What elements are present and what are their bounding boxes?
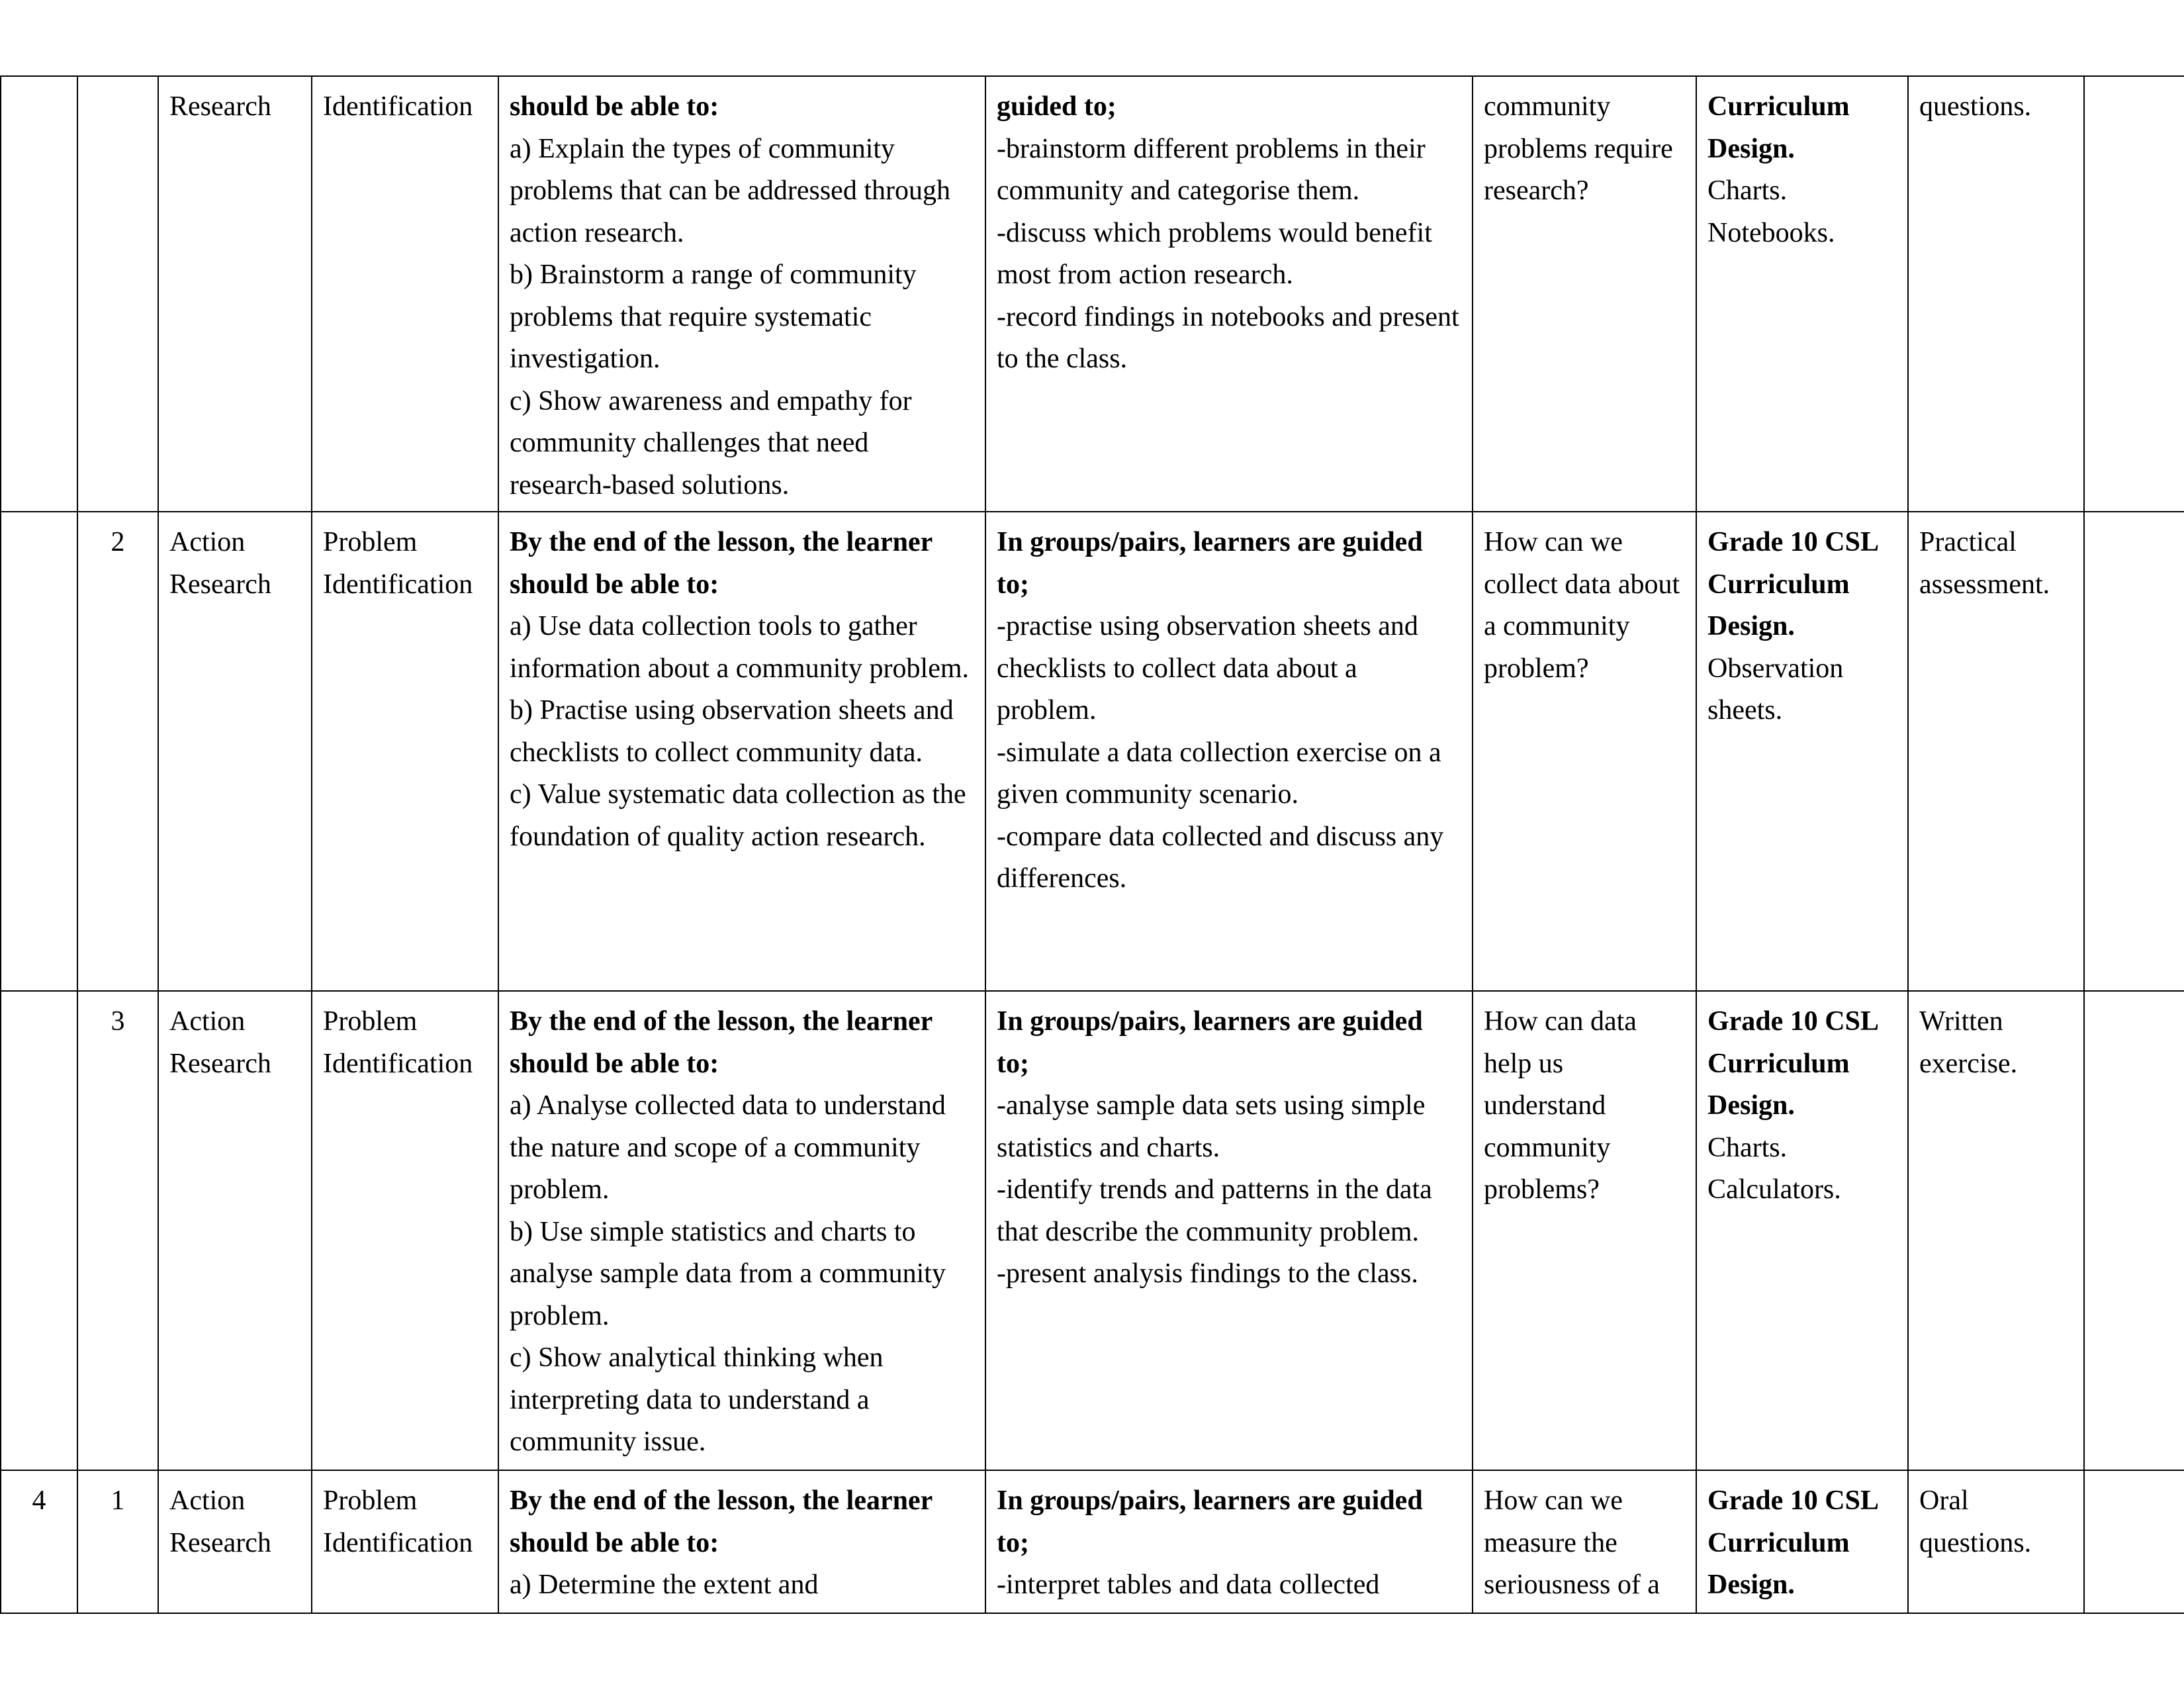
experiences-intro: guided to; (997, 91, 1116, 122)
experience-item: -discuss which problems would benefit most from action research. (997, 217, 1432, 290)
experiences-intro: In groups/pairs, learners are guided to; (997, 527, 1423, 600)
assessment-cell: Practical assessment. (1908, 512, 2084, 991)
experience-item: -brainstorm different problems in their community and categorise them. (997, 133, 1426, 206)
sub-strand-cell: Problem Identification (312, 991, 498, 1470)
resources-cell (1696, 76, 1908, 512)
sub-strand-cell: Problem Identification (312, 1470, 498, 1613)
strand-cell: Action Research (158, 991, 312, 1470)
resources-cell (1696, 512, 1908, 991)
experience-item: -identify trends and patterns in the data that describe the community problem. (997, 1174, 1432, 1247)
learning-outcomes-cell (498, 512, 985, 991)
table-row (1, 991, 2184, 1470)
lesson-cell: 2 (77, 512, 158, 991)
outcomes-intro: By the end of the lesson, the learner should be able to: (510, 1006, 933, 1079)
outcome-item: a) Analyse collected data to understand the nature and scope of a community problem. (510, 1090, 946, 1205)
table-row (1, 1470, 2184, 1613)
strand-cell: Action Research (158, 512, 312, 991)
experiences-intro: In groups/pairs, learners are guided to; (997, 1006, 1423, 1079)
resources-main: Curriculum Design. (1707, 91, 1850, 164)
week-cell: 4 (1, 1470, 77, 1613)
learning-outcomes-cell (498, 76, 985, 512)
reflection-cell (2084, 991, 2184, 1470)
experience-item: -present analysis findings to the class. (997, 1258, 1418, 1289)
reflection-cell (2084, 1470, 2184, 1613)
reflection-cell (2084, 76, 2184, 512)
outcome-item: a) Explain the types of community problems that can be addressed through action research. (510, 133, 950, 248)
learning-experiences-cell (985, 512, 1473, 991)
table-row (1, 512, 2184, 991)
resources-cell (1696, 1470, 1908, 1613)
learning-experiences-cell (985, 991, 1473, 1470)
strand-cell: Research (158, 76, 312, 512)
resource-item: Charts. (1707, 175, 1788, 206)
outcome-item: c) Show awareness and empathy for community challenges that need research-based solutions. (510, 385, 912, 500)
key-inquiry-cell: How can we measure the seriousness of a (1473, 1470, 1696, 1613)
outcome-item: c) Value systematic data collection as the foundation of quality action research. (510, 779, 966, 852)
outcome-item: a) Use data collection tools to gather information about a community problem. (510, 611, 970, 684)
lesson-cell: 1 (77, 1470, 158, 1613)
outcomes-intro: By the end of the lesson, the learner should be able to: (510, 1485, 933, 1558)
experience-item: -record findings in notebooks and present to the class. (997, 301, 1459, 374)
experiences-intro: In groups/pairs, learners are guided to; (997, 1485, 1423, 1558)
scheme-of-work-table (0, 75, 2184, 1614)
learning-outcomes-cell (498, 1470, 985, 1613)
outcomes-intro: By the end of the lesson, the learner should be able to: (510, 527, 933, 600)
table-row (1, 76, 2184, 512)
resources-main: Grade 10 CSL Curriculum Design. (1707, 527, 1878, 641)
assessment-cell: Oral questions. (1908, 1470, 2084, 1613)
resources-main: Grade 10 CSL Curriculum Design. (1707, 1485, 1878, 1600)
week-cell (1, 76, 77, 512)
resources-cell (1696, 991, 1908, 1470)
resource-item: Observation sheets. (1707, 653, 1844, 726)
strand-cell: Action Research (158, 1470, 312, 1613)
experience-item: -compare data collected and discuss any differences. (997, 821, 1444, 894)
key-inquiry-cell: How can we collect data about a community problem? (1473, 512, 1696, 991)
outcome-item: b) Practise using observation sheets and checklists to collect community data. (510, 695, 954, 768)
learning-experiences-cell (985, 1470, 1473, 1613)
outcome-item: a) Determine the extent and (510, 1570, 819, 1600)
week-cell (1, 512, 77, 991)
resource-item: Calculators. (1707, 1174, 1841, 1205)
experience-item: -practise using observation sheets and checklists to collect data about a problem. (997, 611, 1418, 726)
resources-main: Grade 10 CSL Curriculum Design. (1707, 1006, 1878, 1121)
experience-item: -interpret tables and data collected (997, 1570, 1380, 1600)
outcomes-intro: should be able to: (510, 91, 719, 122)
learning-outcomes-cell (498, 991, 985, 1470)
week-cell (1, 991, 77, 1470)
learning-experiences-cell (985, 76, 1473, 512)
outcome-item: b) Brainstorm a range of community problems that require systematic investigation. (510, 259, 917, 374)
key-inquiry-cell: community problems require research? (1473, 76, 1696, 512)
outcome-item: c) Show analytical thinking when interpreting data to understand a community issue. (510, 1342, 884, 1457)
key-inquiry-cell: How can data help us understand community problems? (1473, 991, 1696, 1470)
experience-item: -analyse sample data sets using simple statistics and charts. (997, 1090, 1426, 1163)
reflection-cell (2084, 512, 2184, 991)
sub-strand-cell: Identification (312, 76, 498, 512)
lesson-cell (77, 76, 158, 512)
assessment-cell: Written exercise. (1908, 991, 2084, 1470)
resource-item: Charts. (1707, 1132, 1788, 1163)
outcome-item: b) Use simple statistics and charts to analyse sample data from a community problem. (510, 1216, 946, 1331)
assessment-cell: questions. (1908, 76, 2084, 512)
resource-item: Notebooks. (1707, 217, 1835, 248)
experience-item: -simulate a data collection exercise on a given community scenario. (997, 737, 1441, 810)
lesson-cell: 3 (77, 991, 158, 1470)
sub-strand-cell: Problem Identification (312, 512, 498, 991)
